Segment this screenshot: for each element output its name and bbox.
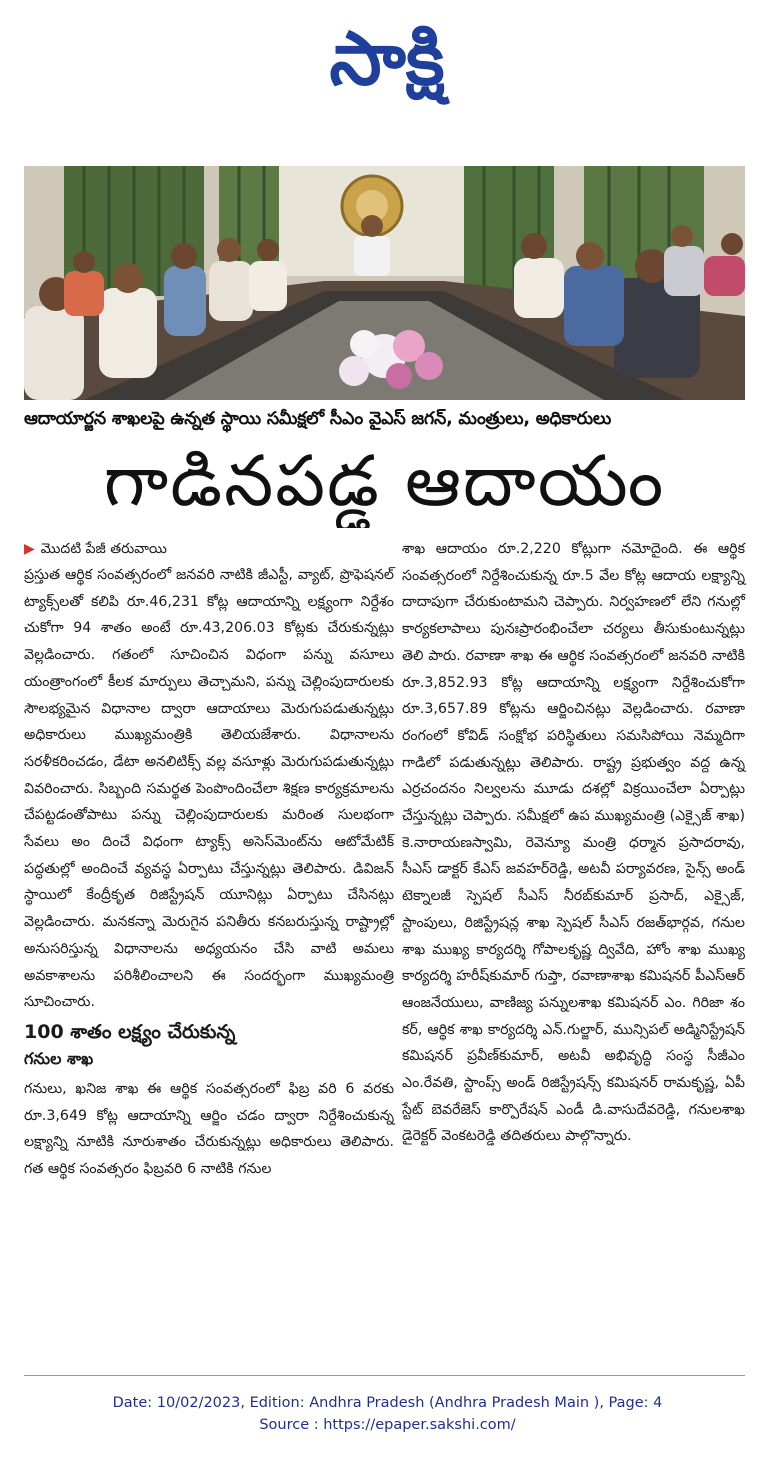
section-subheading: 100 శాతం లక్ష్యం చేరుకున్న: [24, 1020, 236, 1043]
edition-info: Date: 10/02/2023, Edition: Andhra Pradesh (Andhra Pradesh Main ), Page: 4: [112, 1395, 663, 1411]
article-paragraph: ప్రస్తుత ఆర్థిక సంవత్సరంలో జనవరి నాటికి జీఎస్టీ, వ్యాట్, ప్రొఫెషనల్ ట్యాక్స్‌లతో కలిపి రూ.46,231 కోట్ల ఆదాయాన్ని లక్ష్యంగా నిర్దేశం చుకోగా 94 శాతం అంటే రూ.43,206.03 కోట్లకు చేరుకున్నట్లు వెల్లడించారు. గతంలో సూచించిన విధంగా పన్ను వసూలు యంత్రాంగంలో కీలక మార్పులు తెచ్చామని, పన్ను చెల్లింపుదారులకు సౌలభ్యమైన విధానాల ద్వారా ఆదాయాలు మెరుగుపడుతున్నట్లు అధికారులు ముఖ్యమంత్రికి తెలియజేశారు. విధానాలను సరళీకరించడం, డేటా అనలిటిక్స్ వల్ల వసూళ్లు మెరుగుపడుతున్నట్లు వివరించారు. సిబ్బంది సమర్థత పెంపొందించేలా శిక్షణ కార్యక్రమాలను చేపట్టడంతోపాటు పన్ను చెల్లింపుదారులకు మరింత సులభంగా సేవలు అం దించే విధంగా ట్యాక్స్ అసెస్‌మెంట్‌ను ఆటోమేటిక్ పద్ధతుల్లో అందించే వ్యవస్థ ఏర్పాటు చేస్తున్నట్లు తెలిపారు. డివిజన్ స్థాయిలో కేంద్రీకృత రిజిస్ట్రేషన్ యూనిట్లు ఏర్పాటు చేసినట్లు వెల్లడించారు. మనకన్నా మెరుగైన పనితీరు కనబరుస్తున్న రాష్ట్రాల్లో అనుసరిస్తున్న విధానాలను అధ్యయనం చేసి వాటి అమలు అవకాశాలను పరిశీలించాలని ఈ సందర్భంగా ముఖ్యమంత్రి సూచించారు.: [24, 567, 394, 1011]
sakshi-logo: [280, 6, 495, 106]
edition-footer: [0, 1392, 775, 1436]
article-column-left: [24, 536, 394, 1183]
section-subheading-2: గనుల శాఖ: [24, 1048, 94, 1068]
photo-caption: ఆదాయార్జన శాఖలపై ఉన్నత స్థాయి సమీక్షలో సీఎం వైఎస్ జగన్, మంత్రులు, అధికారులు: [24, 409, 612, 429]
continued-label: మొదటి పేజీ తరువాయి: [40, 541, 167, 557]
masthead: [0, 0, 775, 120]
article-paragraph: గనులు, ఖనిజ శాఖ ఈ ఆర్థిక సంవత్సరంలో ఫిబ్ర వరి 6 వరకు రూ.3,649 కోట్ల ఆదాయాన్ని ఆర్జిం చడం ద్వారా నిర్దేశించుకున్న లక్ష్యాన్ని నూటికి నూరుశాతం చేరుకున్నట్లు అధికారులు తెలిపారు. గత ఆర్థిక సంవత్సరం ఫిబ్రవరి 6 నాటికి గనుల: [24, 1080, 394, 1178]
article-paragraph: శాఖ ఆదాయం రూ.2,220 కోట్లుగా నమోదైంది. ఈ ఆర్థిక సంవత్సరంలో నిర్దేశించుకున్న రూ.5 వేల కోట్ల ఆదాయ లక్ష్యాన్ని దాదాపుగా చేరుకుంటామని చెప్పారు. నిర్వహణలో లేని గనుల్లో కార్యకలాపాలు పునఃప్రారంభించేలా చర్యలు తీసుకుంటున్నట్లు తెలి పారు. రవాణా శాఖ ఈ ఆర్థిక సంవత్సరంలో జనవరి నాటికి రూ.3,852.93 కోట్ల ఆదాయాన్ని లక్ష్యంగా నిర్దేశించుకోగా రూ.3,657.89 కోట్లను ఆర్జించినట్లు వెల్లడించారు. రవాణా రంగంలో కోవిడ్ సంక్షోభ పరిస్థితులు సమసిపోయి నెమ్మదిగా గాడిలో పడుతున్నట్లు తెలిపారు. రాష్ట్ర ప్రభుత్వం వద్ద ఉన్న ఎర్రచందనం నిల్వలను మూడు దశల్లో విక్రయించేలా ఏర్పాట్లు చేస్తున్నట్లు చెప్పారు. సమీక్షలో ఉప ముఖ్యమంత్రి (ఎక్సైజ్ శాఖ) కె.నారాయణస్వామి, రెవెన్యూ మంత్రి ధర్మాన ప్రసాదరావు, సీఎస్ డాక్టర్ కేఎస్ జవహర్‌రెడ్డి, అటవీ పర్యావరణ, సైన్స్ అండ్ టెక్నాలజీ స్పెషల్ సీఎస్ నీరబ్‌కుమార్ ప్రసాద్, ఎక్సైజ్, స్టాంపులు, రిజిస్ట్రేషన్ల శాఖ స్పెషల్ సీఎస్ రజత్‌భార్గవ, గనుల శాఖ ముఖ్య కార్యదర్శి గోపాలకృష్ణ ద్వివేది, హోం శాఖ ముఖ్య కార్యదర్శి హరీష్‌కుమార్ గుప్తా, రవాణాశాఖ కమిషనర్ పీఎస్ఆర్ ఆంజనేయులు, వాణిజ్య పన్నులశాఖ కమిషనర్ ఎం. గిరిజా శం కర్, ఆర్థిక శాఖ కార్యదర్శి ఎన్.గుల్జార్, మున్సిపల్ అడ్మినిస్ట్రేషన్ కమిషనర్ ప్రవీణ్‌కుమార్, అటవీ అభివృద్ధి సంస్థ సీజీఎం ఎం.రేవతి, స్టాంప్స్ అండ్ రిజిస్ట్రేషన్స్ కమిషనర్ రామకృష్ణ, ఏపీ స్టేట్ బెవరేజెస్ కార్పొరేషన్ ఎండీ డి.వాసుదేవరెడ్డి, గనులశాఖ డైరెక్టర్ వెంకటరెడ్డి తదితరులు పాల్గొన్నారు.: [402, 541, 745, 1145]
cm-review-meeting-photo: [24, 166, 745, 400]
triangle-right-icon: ▶: [24, 541, 35, 557]
source-link[interactable]: Source : https://epaper.sakshi.com/: [259, 1417, 516, 1433]
continued-from-front-page: [24, 536, 394, 562]
article-column-right: [402, 536, 745, 1150]
logo-text: సాక్షి: [329, 16, 445, 102]
footer-divider: [24, 1375, 745, 1376]
headline: గాడినపడ్డ ఆదాయం: [103, 440, 666, 522]
